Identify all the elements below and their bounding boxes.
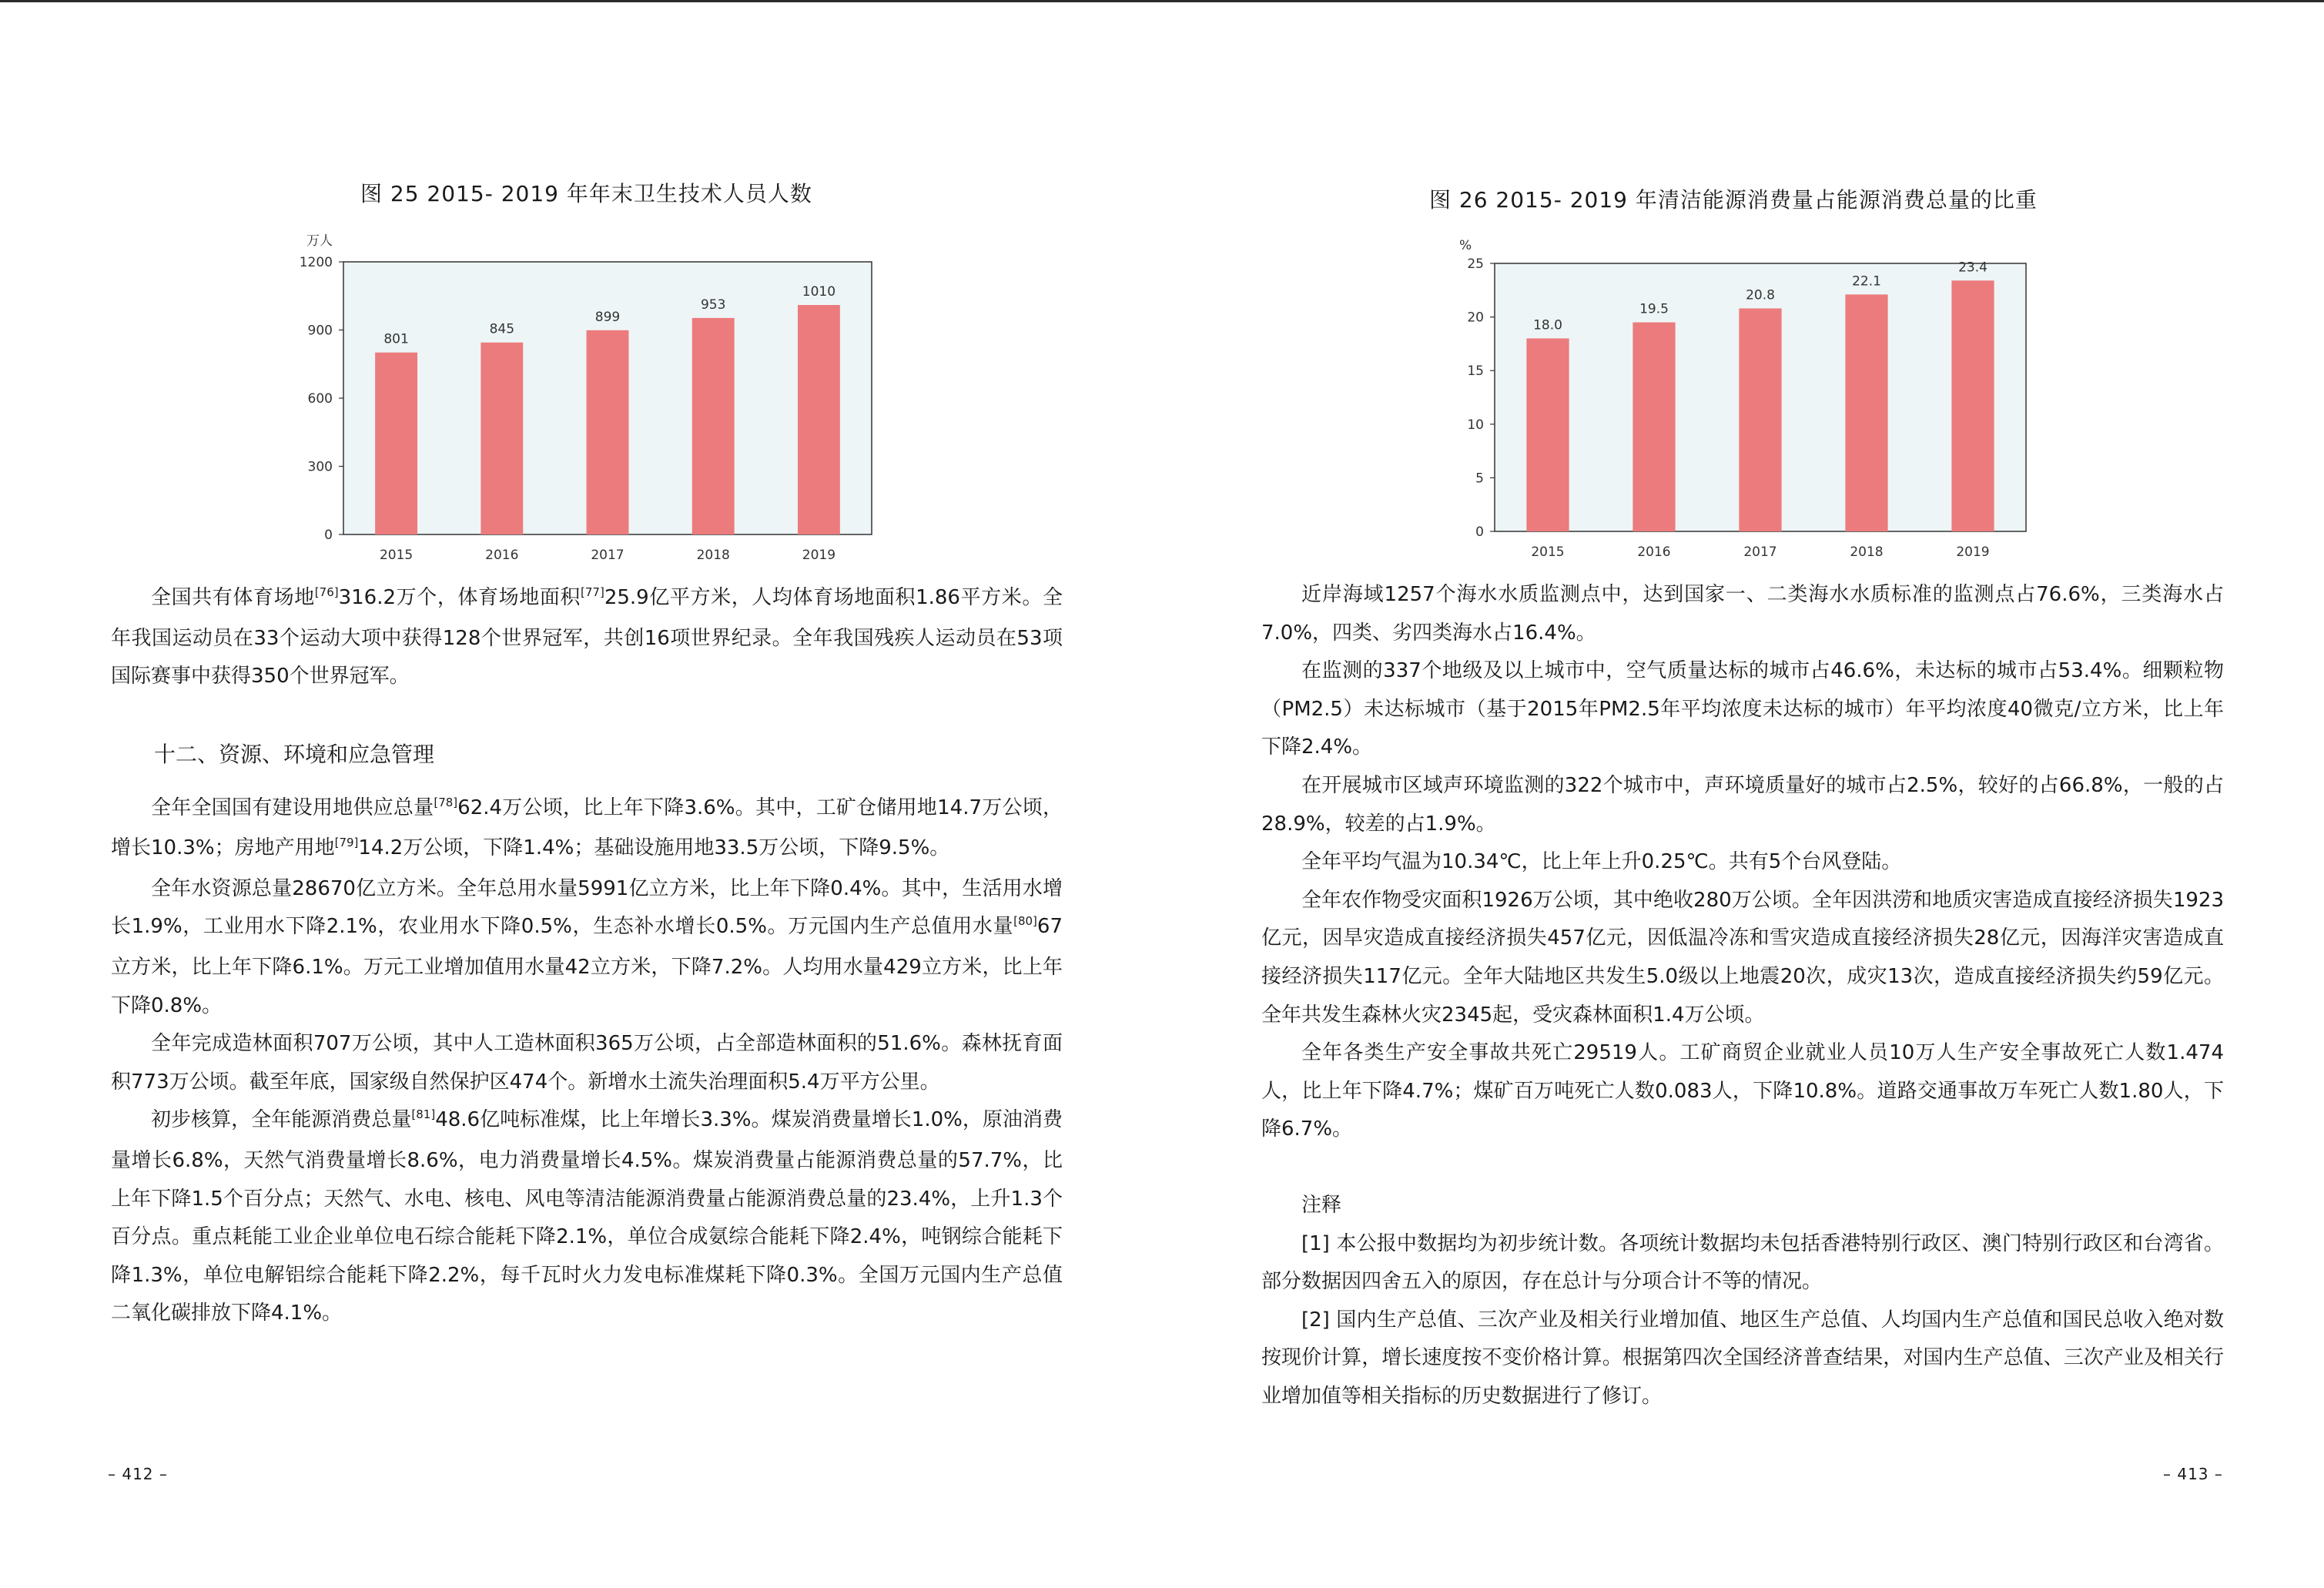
- bar-2019: [1951, 280, 1994, 531]
- x-tick-label-2016: 2016: [1637, 544, 1671, 560]
- page-number: – 412 –: [108, 1465, 168, 1483]
- x-tick-label-2018: 2018: [1850, 544, 1884, 560]
- bar-2016: [1632, 323, 1675, 531]
- spacer: [111, 774, 1063, 789]
- data-label-2018: 22.1: [1852, 273, 1881, 290]
- figure-26-title: 图 26 2015- 2019 年清洁能源消费量占能源消费总量的比重: [1429, 187, 2038, 213]
- x-tick-label-2016: 2016: [485, 548, 519, 563]
- bar-2015: [1526, 338, 1569, 531]
- paragraph-noise: 在开展城市区域声环境监测的322个城市中，声环境质量好的城市占2.5%，较好的占66.8%，一般的占28.9%，较差的占1.9%。: [1261, 773, 2224, 836]
- right-page: [1162, 0, 2324, 1588]
- paragraph-forest: 全年完成造林面积707万公顷，其中人工造林面积365万公顷，占全部造林面积的51.6%。森林抚育面积773万公顷。截至年底，国家级自然保护区474个。新增水土流失治理面积5.4万平方公里。: [111, 1032, 1063, 1094]
- data-label-2019: 23.4: [1958, 260, 1987, 276]
- data-label-2015: 801: [383, 331, 409, 347]
- x-tick-label-2015: 2015: [379, 548, 414, 563]
- x-tick-label-2019: 2019: [1956, 544, 1990, 560]
- y-tick-label: 1200: [299, 255, 333, 270]
- data-label-2016: 19.5: [1639, 301, 1669, 317]
- note-marker: [80]: [1013, 914, 1037, 929]
- data-label-2019: 1010: [802, 284, 836, 300]
- y-ticks: [1467, 256, 1495, 540]
- bar-2018: [692, 318, 735, 534]
- x-tick-label-2017: 2017: [1743, 544, 1777, 560]
- bar-2019: [798, 305, 840, 534]
- x-tick-label-2018: 2018: [696, 548, 730, 563]
- bar-2016: [481, 343, 523, 534]
- x-tick-label-2019: 2019: [802, 548, 836, 563]
- data-label-2016: 845: [489, 321, 515, 337]
- paragraph-safety: 全年各类生产安全事故共死亡29519人。工矿商贸企业就业人员10万人生产安全事故死亡人数1.474人，比上年下降4.7%；煤矿百万吨死亡人数0.083人，下降10.8%。道路交通事故万车死亡人数1.80人，下降6.7%。: [1261, 1041, 2224, 1141]
- y-ticks: [300, 255, 343, 543]
- x-tick-label-2017: 2017: [591, 548, 625, 563]
- y-tick-label: 25: [1467, 256, 1484, 272]
- paragraph-air-quality: 在监测的337个地级及以上城市中，空气质量达标的城市占46.6%，未达标的城市占53.4%。细颗粒物（PM2.5）未达标城市（基于2015年PM2.5年平均浓度未达标的城市）年平均浓度40微克/立方米，比上年下降2.4%。: [1261, 659, 2224, 759]
- paragraph-land: 全年全国国有建设用地供应总量[78]62.4万公顷，比上年下降3.6%。其中，工矿仓储用地14.7万公顷，增长10.3%；房地产用地[79]14.2万公顷，下降1.4%；基础设施用地33.5万公顷，下降9.5%。: [111, 795, 1063, 860]
- data-label-2018: 953: [700, 296, 726, 313]
- paragraph-sea-water: 近岸海域1257个海水水质监测点中，达到国家一、二类海水水质标准的监测点占76.6%，三类海水占7.0%，四类、劣四类海水占16.4%。: [1261, 583, 2224, 645]
- y-tick-label: 900: [307, 323, 333, 339]
- paragraph-energy: 初步核算，全年能源消费总量[81]48.6亿吨标准煤，比上年增长3.3%。煤炭消费量增长1.0%，原油消费量增长6.8%，天然气消费量增长8.6%，电力消费量增长4.5%。煤炭消费量占能源消费总量的57.7%，比上年下降1.5个百分点；天然气、水电、核电、风电等清洁能源消费量占能源消费总量的23.4%，上升1.3个百分点。重点耗能工业企业单位电石综合能耗下降2.1%，单位合成氨综合能耗下降2.4%，吨钢综合能耗下降1.3%，单位电解铝综合能耗下降2.2%，每千瓦时火力发电标准煤耗下降0.3%。全国万元国内生产总值二氧化碳排放下降4.1%。: [111, 1107, 1063, 1325]
- figure-25-title: 图 25 2015- 2019 年年末卫生技术人员人数: [360, 181, 812, 206]
- note-marker: [79]: [334, 836, 359, 850]
- left-body-top: [111, 579, 1063, 696]
- notes-title: 注释: [1301, 1193, 1342, 1217]
- note-marker: [76]: [314, 585, 339, 599]
- paragraph-temperature: 全年平均气温为10.34℃，比上年上升0.25℃。共有5个台风登陆。: [1301, 850, 1902, 874]
- y-tick-label: 20: [1467, 310, 1484, 326]
- note-1: [1] 本公报中数据均为初步统计数。各项统计数据均未包括香港特别行政区、澳门特别行政区和台湾省。部分数据因四舍五入的原因，存在总计与分项合计不等的情况。: [1261, 1231, 2224, 1294]
- y-axis-unit: %: [1459, 238, 1472, 253]
- paragraph-sports: 全国共有体育场地[76]316.2万个，体育场地面积[77]25.9亿平方米，人均体育场地面积1.86平方米。全年我国运动员在33个运动大项中获得128个世界冠军，共创16项世界纪录。全年我国残疾人运动员在53项国际赛事中获得350个世界冠军。: [111, 585, 1063, 688]
- y-axis-unit: 万人: [306, 233, 333, 249]
- note-2: [2] 国内生产总值、三次产业及相关行业增加值、地区生产总值、人均国内生产总值和国民总收入绝对数按现价计算，增长速度按不变价格计算。根据第四次全国经济普查结果，对国内生产总值、三次产业及相关行业增加值等相关指标的历史数据进行了修订。: [1261, 1308, 2224, 1408]
- right-body: [1261, 576, 2224, 1415]
- data-label-2015: 18.0: [1533, 317, 1562, 333]
- data-label-2017: 899: [594, 309, 621, 325]
- bar-2017: [587, 330, 629, 534]
- bar-2018: [1845, 294, 1887, 531]
- y-tick-label: 15: [1467, 363, 1484, 380]
- note-marker: [81]: [411, 1107, 436, 1122]
- paragraph-disasters: 全年农作物受灾面积1926万公顷，其中绝收280万公顷。全年因洪涝和地质灾害造成直接经济损失1923亿元，因旱灾造成直接经济损失457亿元，因低温冷冻和雪灾造成直接经济损失28亿元，因海洋灾害造成直接经济损失117亿元。全年大陆地区共发生5.0级以上地震20次，成灾13次，造成直接经济损失约59亿元。全年共发生森林火灾2345起，受灾森林面积1.4万公顷。: [1261, 888, 2224, 1027]
- section-title: 十二、资源、环境和应急管理: [154, 742, 435, 767]
- bar-2015: [375, 353, 417, 534]
- bar-2017: [1739, 308, 1781, 531]
- spacer: [1261, 1149, 2224, 1187]
- paragraph-water: 全年水资源总量28670亿立方米。全年总用水量5991亿立方米，比上年下降0.4%。其中，生活用水增长1.9%，工业用水下降2.1%，农业用水下降0.5%，生态补水增长0.5%。万元国内生产总值用水量[80]67立方米，比上年下降6.1%。万元工业增加值用水量42立方米，下降7.2%。人均用水量429立方米，比上年下降0.8%。: [111, 876, 1063, 1017]
- data-label-2017: 20.8: [1746, 287, 1775, 303]
- x-ticks: [380, 548, 836, 563]
- left-body-section: [111, 735, 1063, 1333]
- y-tick-label: 600: [307, 391, 333, 407]
- y-tick-label: 5: [1475, 471, 1484, 487]
- note-marker: [78]: [434, 795, 458, 809]
- y-tick-label: 0: [1475, 524, 1484, 540]
- y-tick-label: 10: [1467, 417, 1484, 433]
- x-tick-label-2015: 2015: [1531, 544, 1565, 560]
- chart-health-workers: [293, 228, 886, 567]
- chart-clean-energy-share: [1447, 237, 2040, 561]
- y-tick-label: 300: [307, 459, 333, 475]
- y-tick-label: 0: [324, 528, 333, 543]
- page-number: – 413 –: [2163, 1465, 2223, 1483]
- note-marker: [77]: [581, 585, 604, 599]
- x-ticks: [1531, 544, 1989, 560]
